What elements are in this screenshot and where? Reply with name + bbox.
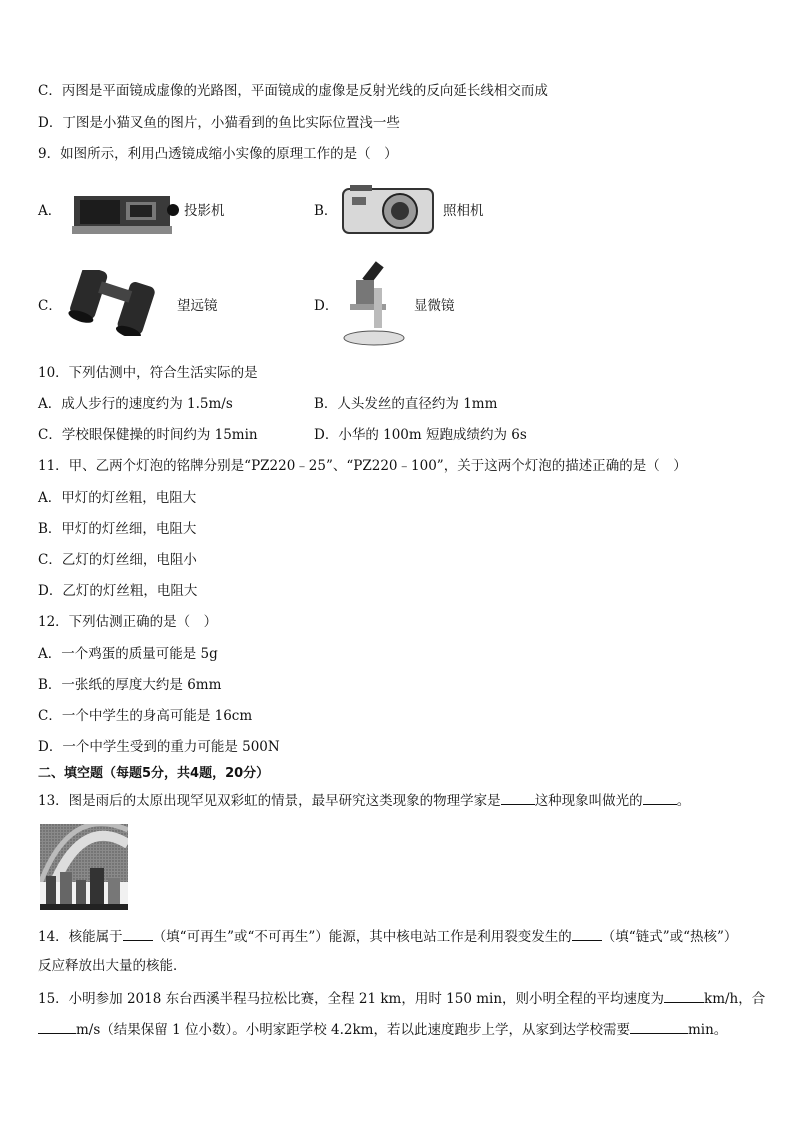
q12-option-d: D．一个中学生受到的重力可能是 500N [38, 739, 280, 755]
option-c-previous: C．丙图是平面镜成虚像的光路图，平面镜成的虚像是反射光线的反向延长线相交而成 [38, 83, 548, 99]
double-rainbow-image [40, 824, 128, 910]
q15-text-4: min。 [687, 1022, 728, 1038]
q13-text-1: 13．图是雨后的太原出现罕见双彩虹的情景，最早研究这类现象的物理学家是 [38, 793, 501, 809]
q14-text-3: （填“链式”或“热核”） [601, 929, 738, 945]
question-15-continued [38, 1019, 727, 1039]
q10-option-b: B．人头发丝的直径约为 1mm [314, 396, 498, 412]
q10-option-c: C．学校眼保健操的时间约为 15min [38, 427, 258, 443]
option-d-previous: D．丁图是小猫叉鱼的图片，小猫看到的鱼比实际位置浅一些 [38, 115, 400, 131]
q9-option-d-letter: D． [314, 298, 339, 314]
q13-text-3: 。 [676, 793, 691, 809]
binoculars-image [66, 270, 174, 336]
q15-blank-2[interactable] [38, 1019, 76, 1034]
question-14 [38, 926, 737, 946]
q13-blank-2[interactable] [643, 790, 677, 805]
question-15 [38, 988, 765, 1008]
q15-text-1: 15．小明参加 2018 东台西溪半程马拉松比赛，全程 21 km，用时 150 min，则小明全程的平均速度为 [38, 991, 665, 1007]
projector-image [70, 186, 180, 238]
question-14-continued: 反应释放出大量的核能． [38, 958, 187, 974]
q10-option-a: A．成人步行的速度约为 1.5m/s [38, 396, 233, 412]
q12-option-b: B．一张纸的厚度大约是 6mm [38, 677, 222, 693]
q14-blank-1[interactable] [123, 926, 153, 941]
q15-blank-1[interactable] [664, 988, 704, 1003]
q9-option-c-text: 望远镜 [177, 298, 218, 314]
question-12: 12．下列估测正确的是（ ） [38, 614, 218, 630]
q10-option-d: D．小华的 100m 短跑成绩约为 6s [314, 427, 527, 443]
q9-option-b-letter: B． [314, 203, 338, 219]
q11-option-c: C．乙灯的灯丝细，电阻小 [38, 552, 197, 568]
q13-text-2: 这种现象叫做光的 [534, 793, 643, 809]
question-9: 9．如图所示，利用凸透镜成缩小实像的原理工作的是（ ） [38, 146, 398, 162]
q12-option-a: A．一个鸡蛋的质量可能是 5g [38, 646, 218, 662]
question-13 [38, 790, 690, 810]
q15-text-3: m/s（结果保留 1 位小数）。小明家距学校 4.2km，若以此速度跑步上学，从家到达学校需要 [76, 1022, 630, 1038]
q9-option-a-text: 投影机 [184, 203, 225, 219]
q11-option-a: A．甲灯的灯丝粗，电阻大 [38, 490, 197, 506]
q14-blank-2[interactable] [572, 926, 602, 941]
q14-text-1: 14．核能属于 [38, 929, 123, 945]
camera-image [340, 183, 436, 235]
section-heading: 二、填空题（每题5分，共4题，20分） [38, 766, 270, 781]
q15-blank-3[interactable] [630, 1019, 688, 1034]
q12-option-c: C．一个中学生的身高可能是 16cm [38, 708, 253, 724]
question-10: 10．下列估测中，符合生活实际的是 [38, 365, 258, 381]
q9-option-c-letter: C． [38, 298, 62, 314]
q9-option-d-text: 显微镜 [414, 298, 455, 314]
q9-option-b-text: 照相机 [443, 203, 484, 219]
q11-option-d: D．乙灯的灯丝粗，电阻大 [38, 583, 198, 599]
q11-option-b: B．甲灯的灯丝细，电阻大 [38, 521, 197, 537]
microscope-image [334, 258, 412, 350]
q15-text-2: km/h，合 [704, 991, 766, 1007]
q14-text-2: （填“可再生”或“不可再生”）能源，其中核电站工作是利用裂变发生的 [152, 929, 572, 945]
question-11: 11．甲、乙两个灯泡的铭牌分别是“PZ220﹣25”、“PZ220﹣100”，关于这两个灯泡的描述正确的是（ ） [38, 458, 687, 474]
q13-blank-1[interactable] [501, 790, 535, 805]
q9-option-a-letter: A． [38, 203, 62, 219]
